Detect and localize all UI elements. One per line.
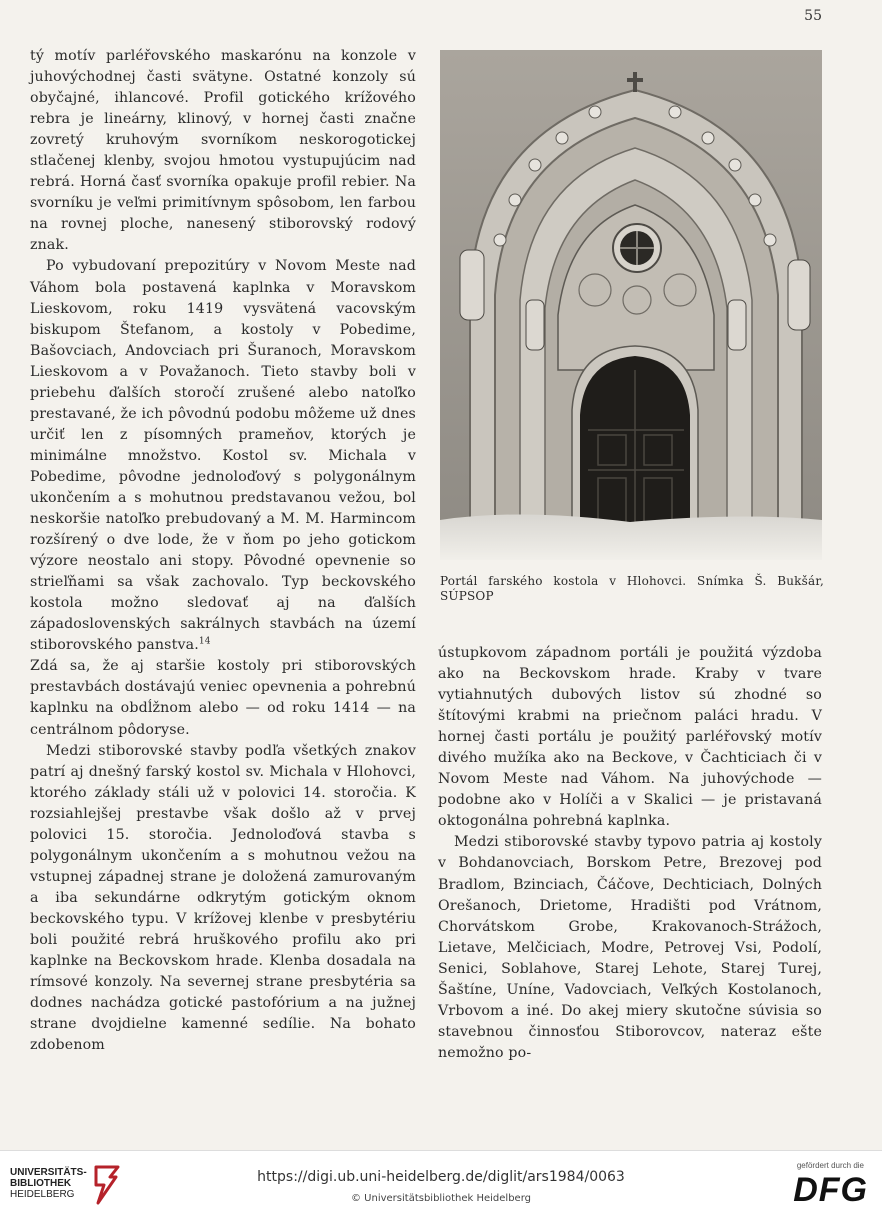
paragraph: Zdá sa, že aj staršie kostoly pri stiborovských prestavbách dostávajú veniec opevnenia a pohrebnú kaplnku na obdĺžnom alebo — od roku 1414 — na centrálnom pôdoryse. [30,658,416,738]
church-portal-photo [440,50,822,560]
dfg-logo[interactable]: DFG [793,1171,868,1209]
paragraph-with-footnote [30,256,416,656]
right-text-column [438,643,822,1064]
document-url-link[interactable]: https://digi.ub.uni-heidelberg.de/diglit/ars1984/0063 [257,1169,625,1185]
paragraph: ústupkovom západnom portáli je použitá výzdoba ako na Beckovskom hrade. Kraby v tvare vytiahnutých dubových listov sú zhodné so štítovými krabmi na priečnom paláci hradu. V hornej časti portálu je použitý parléřovský motív divého mužíka ako na Beckove, v Čachticiach či v Novom Meste nad Váhom. Na juhovýchode — podobne ako v Holíči a v Skalici — je pristavaná oktogonálna pohrebná kaplnka. [438,645,822,830]
library-line-3: HEIDELBERG [10,1189,75,1200]
viewer-footer [0,1150,882,1219]
paragraph: Medzi stiborovské stavby podľa všetkých znakov patrí aj dnešný farský kostol sv. Michala v Hlohovci, ktorého základy stáli už v polovici 14. storočia. K rozsiahlejšej prestavbe však došlo až v prvej polovici 15. storočia. Jednoloďová stavba s polygonálnym ukončením a s mohutnou vežou na vstupnej západnej strane je doložená zamurovaným a iba sekundárne odkrytým gotickým oknom beckovského typu. V krížovej klenbe v presbytériu boli použité rebrá hruškového profilu ako pri kaplnke na Beckovskom hrade. Klenba dosadala na rímsové konzoly. Na severnej strane presbytéria sa dodnes nachádza gotické pastofórium a na južnej strane dvojdielne kamenné sedílie. Na bohato zdobenom [30,742,416,1054]
paragraph-text: Po vybudovaní prepozitúry v Novom Meste nad Váhom bola postavená kaplnka v Moravskom Lieskovom, roku 1419 vysvätená vacovským biskupom Štefanom, a kostoly v Pobedime, Bašovciach, Andovciach pri Šuranoch, Moravskom Lieskovom a v Považanoch. Tieto stavby boli v priebehu ďalších storočí zrušené alebo natoľko prestavané, že ich pôvodnú podobu môžeme už dnes určiť len z písomných prameňov, ktorých je minimálne množstvo. Kostol sv. Michala v Pobedime, pôvodne jednoloďový s polygonálnym ukončením a s mohutnou predstavanou vežou, bol neskoršie natoľko prebudovaný a M. M. Harmincom rozšírený o dve lode, že v ňom po jeho gotickom výzore neostalo ani stopy. Pôvodné opevnenie so strieľňami sa však zachovalo. Typ beckovského kostola možno sledovať aj na ďalších západoslovenských sakrálnych stavbách na území stiborovského panstva. [30,258,416,654]
copyright-notice: © Universitätsbibliothek Heidelberg [350,1193,531,1204]
portal-illustration [440,50,822,560]
paragraph: Medzi stiborovské stavby typovo patria aj kostoly v Bohdanovciach, Borskom Petre, Brezovej pod Bradlom, Bzinciach, Čáčove, Dechticiach, Dolných Orešanoch, Drietome, Hradišti pod Vrátnom, Chorvátskom Grobe, Krakovanoch-Strážoch, Lietave, Melčiciach, Modre, Petrovej Vsi, Podolí, Senici, Soblahove, Starej Lehote, Starej Turej, Šaštíne, Uníne, Vadovciach, Veľkých Kostolanoch, Vrbovom a iné. Do akej miery skutočne súvisia so stavebnou činnosťou Stiborovcov, nateraz ešte nemožno po- [438,834,822,1061]
footnote-reference[interactable]: 14 [198,636,211,647]
page-number: 55 [804,8,822,24]
figure-caption: Portál farského kostola v Hlohovci. Snímka Š. Bukšár, SÚPSOP [440,574,824,603]
paragraph: tý motív parléřovského maskarónu na konzole v juhovýchodnej časti svätyne. Ostatné konzoly sú obyčajné, ihlancové. Profil gotického krížového rebra je lineárny, klinový, v hornej časti značne zovretý kruhovým svorníkom neskorogotickej stlačenej klenby, svojou hmotou vystupujúcim nad rebrá. Horná časť svorníka opakuje profil rebier. Na svorníku je veľmi primitívnym spôsobom, len farbou na rovnej ploche, nanesený stiborovský rodový znak. [30,48,416,254]
funder-caption: gefördert durch die [796,1161,864,1170]
library-line-1: UNIVERSITÄTS- [10,1167,87,1178]
library-line-2: BIBLIOTHEK [10,1178,72,1189]
left-text-column [30,46,416,1056]
